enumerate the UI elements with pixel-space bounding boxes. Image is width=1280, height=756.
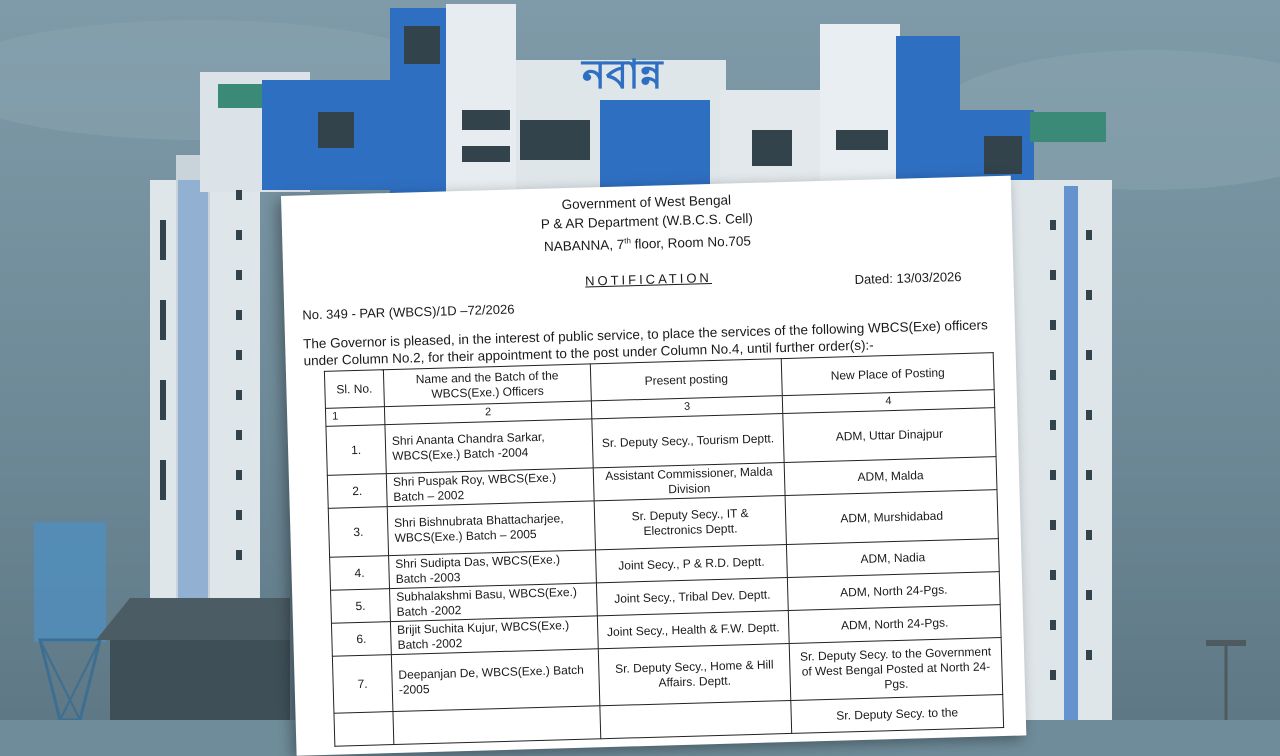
sl-no: 6. xyxy=(331,622,391,657)
notification-title: NOTIFICATION xyxy=(584,270,713,289)
present-posting: Joint Secy., Health & F.W. Deptt. xyxy=(597,610,789,648)
new-posting: Sr. Deputy Secy. to the Government of West Bengal Posted at North 24-Pgs. xyxy=(789,638,1003,701)
center-building xyxy=(516,52,726,200)
posting-table xyxy=(324,352,1004,747)
nabanna-sign: নবান্ন xyxy=(582,52,663,98)
new-posting: ADM, Uttar Dinajpur xyxy=(783,408,996,463)
present-posting: Joint Secy., Tribal Dev. Deptt. xyxy=(596,578,788,616)
sl-no: 3. xyxy=(328,507,388,558)
header-new-posting: New Place of Posting xyxy=(781,353,994,396)
sl-no: 4. xyxy=(330,556,390,591)
header-sl-no: Sl. No. xyxy=(324,370,384,409)
new-posting: ADM, Malda xyxy=(784,457,997,496)
header-department: P & AR Department (W.B.C.S. Cell) xyxy=(540,210,754,232)
col-number: 3 xyxy=(591,396,782,419)
present-posting: Sr. Deputy Secy., Home & Hill Affairs. Deptt. xyxy=(598,643,791,705)
present-posting: Joint Secy., P & R.D. Deptt. xyxy=(596,545,788,583)
new-posting: ADM, North 24-Pgs. xyxy=(787,572,1000,611)
reference-number: No. 349 - PAR (WBCS)/1D –72/2026 xyxy=(302,301,515,323)
header-present-posting: Present posting xyxy=(590,359,782,401)
sl-no: 5. xyxy=(331,589,391,624)
sl-no xyxy=(334,712,394,747)
officer-name xyxy=(393,706,601,745)
sl-no: 2. xyxy=(327,474,387,509)
water-tank xyxy=(96,598,290,720)
present-posting: Sr. Deputy Secy., Tourism Deptt. xyxy=(592,414,784,468)
officer-name: Shri Sudipta Das, WBCS(Exe.) Batch -2003 xyxy=(389,550,597,589)
present-posting: Assistant Commissioner, Malda Division xyxy=(593,463,785,501)
officer-name: Shri Puspak Roy, WBCS(Exe.) Batch – 2002 xyxy=(386,468,594,507)
col-number: 2 xyxy=(384,401,591,425)
notification-paragraph: The Governor is pleased, in the interest of public service, to place the services of the following WBCS(Exe) officers under Column No.2, for their appointment to the post under Column No.4, until further order(s):- xyxy=(302,317,988,369)
notification-document xyxy=(281,176,1026,756)
new-posting: ADM, North 24-Pgs. xyxy=(788,605,1001,644)
new-posting: ADM, Nadia xyxy=(786,539,999,578)
new-posting: Sr. Deputy Secy. to the xyxy=(791,695,1004,734)
officer-name: Shri Bishnubrata Bhattacharjee, WBCS(Exe.) Batch – 2005 xyxy=(387,501,595,556)
header-address: NABANNA, 7th floor, Room No.705 xyxy=(543,233,752,255)
notification-date: Dated: 13/03/2026 xyxy=(854,269,962,288)
sl-no: 1. xyxy=(326,425,386,476)
header-officer: Name and the Batch of the WBCS(Exe.) Officers xyxy=(383,364,591,407)
col-number: 1 xyxy=(325,407,384,427)
officer-name: Brijit Suchita Kujur, WBCS(Exe.) Batch -2002 xyxy=(390,616,598,655)
new-posting: ADM, Murshidabad xyxy=(785,490,998,545)
officer-name: Subhalakshmi Basu, WBCS(Exe.) Batch -2002 xyxy=(390,583,598,622)
officer-name: Shri Ananta Chandra Sarkar, WBCS(Exe.) Batch -2004 xyxy=(385,419,593,474)
present-posting: Sr. Deputy Secy., IT & Electronics Deptt. xyxy=(594,496,786,550)
sl-no: 7. xyxy=(332,655,393,714)
col-number: 4 xyxy=(782,390,994,414)
officer-name: Deepanjan De, WBCS(Exe.) Batch -2005 xyxy=(391,649,600,712)
header-government: Government of West Bengal xyxy=(561,192,732,213)
